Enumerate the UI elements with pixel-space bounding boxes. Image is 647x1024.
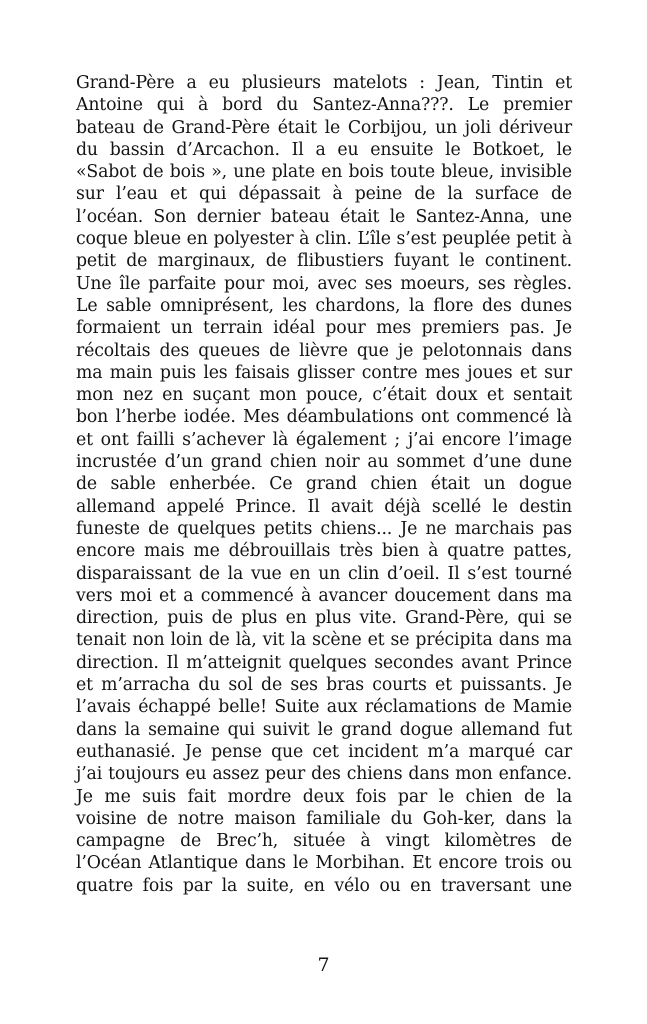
- text-line: récoltais des queues de lièvre que je pelotonnais dans: [76, 340, 572, 361]
- text-line: petit de marginaux, de flibustiers fuyant le continent.: [76, 251, 572, 272]
- text-line: incrustée d’un grand chien noir au sommet d’une dune: [76, 452, 572, 473]
- text-line: ma main puis les faisais glisser contre mes joues et sur: [76, 362, 572, 383]
- text-line: direction. Il m’atteignit quelques secondes avant Prince: [76, 652, 572, 673]
- text-line: l’avais échappé belle! Suite aux réclamations de Mamie: [76, 697, 572, 718]
- text-line: coque bleue en polyester à clin. L’île s’est peuplée petit à: [76, 229, 572, 250]
- text-line: bateau de Grand-Père était le Corbijou, un joli dériveur: [76, 117, 572, 138]
- text-line: vers moi et a commencé à avancer doucement dans ma: [76, 585, 572, 606]
- text-line: Une île parfaite pour moi, avec ses moeurs, ses règles.: [76, 273, 572, 294]
- text-line: Grand-Père a eu plusieurs matelots : Jean, Tintin et: [76, 73, 572, 93]
- text-line: encore mais me débrouillais très bien à quatre pattes,: [76, 541, 572, 562]
- text-line: et m’arracha du sol de ses bras courts et puissants. Je: [76, 675, 572, 696]
- text-line: quatre fois par la suite, en vélo ou en traversant une: [76, 875, 572, 896]
- text-line: direction, puis de plus en plus vite. Grand-Père, qui se: [76, 608, 572, 629]
- text-line: euthanasié. Je pense que cet incident m’a marqué car: [76, 741, 572, 762]
- text-line: et ont failli s’achever là également ; j’ai encore l’image: [76, 429, 572, 450]
- text-line: dans la semaine qui suivit le grand dogue allemand fut: [76, 719, 572, 740]
- text-line: j’ai toujours eu assez peur des chiens dans mon enfance.: [76, 764, 572, 785]
- text-line: allemand appelé Prince. Il avait déjà scellé le destin: [76, 496, 572, 517]
- text-line: l’océan. Son dernier bateau était le Santez-Anna, une: [76, 206, 572, 227]
- text-line: formaient un terrain idéal pour mes premiers pas. Je: [76, 318, 572, 339]
- body-text: [76, 72, 572, 897]
- text-line: mon nez en suçant mon pouce, c’était doux et sentait: [76, 385, 572, 406]
- text-line: sur l’eau et qui dépassait à peine de la surface de: [76, 184, 572, 205]
- text-line: du bassin d’Arcachon. Il a eu ensuite le Botkoet, le: [76, 139, 572, 160]
- text-line: tenait non loin de là, vit la scène et se précipita dans ma: [76, 630, 572, 651]
- text-line: campagne de Brec’h, située à vingt kilomètres de: [76, 831, 572, 852]
- text-line: voisine de notre maison familiale du Goh-ker, dans la: [76, 808, 572, 829]
- text-line: «Sabot de bois », une plate en bois toute bleue, invisible: [76, 162, 572, 183]
- text-line: Antoine qui à bord du Santez-Anna???. Le premier: [76, 95, 572, 116]
- text-line: Le sable omniprésent, les chardons, la flore des dunes: [76, 295, 572, 316]
- text-line: Je me suis fait mordre deux fois par le chien de la: [76, 786, 572, 807]
- text-line: funeste de quelques petits chiens... Je ne marchais pas: [76, 518, 572, 539]
- text-line: l’Océan Atlantique dans le Morbihan. Et encore trois ou: [76, 853, 572, 874]
- text-line: disparaissant de la vue en un clin d’oeil. Il s’est tourné: [76, 563, 572, 584]
- text-line: de sable enherbée. Ce grand chien était un dogue: [76, 474, 572, 495]
- page-number: 7: [317, 954, 330, 976]
- text-line: bon l’herbe iodée. Mes déambulations ont commencé là: [76, 407, 572, 428]
